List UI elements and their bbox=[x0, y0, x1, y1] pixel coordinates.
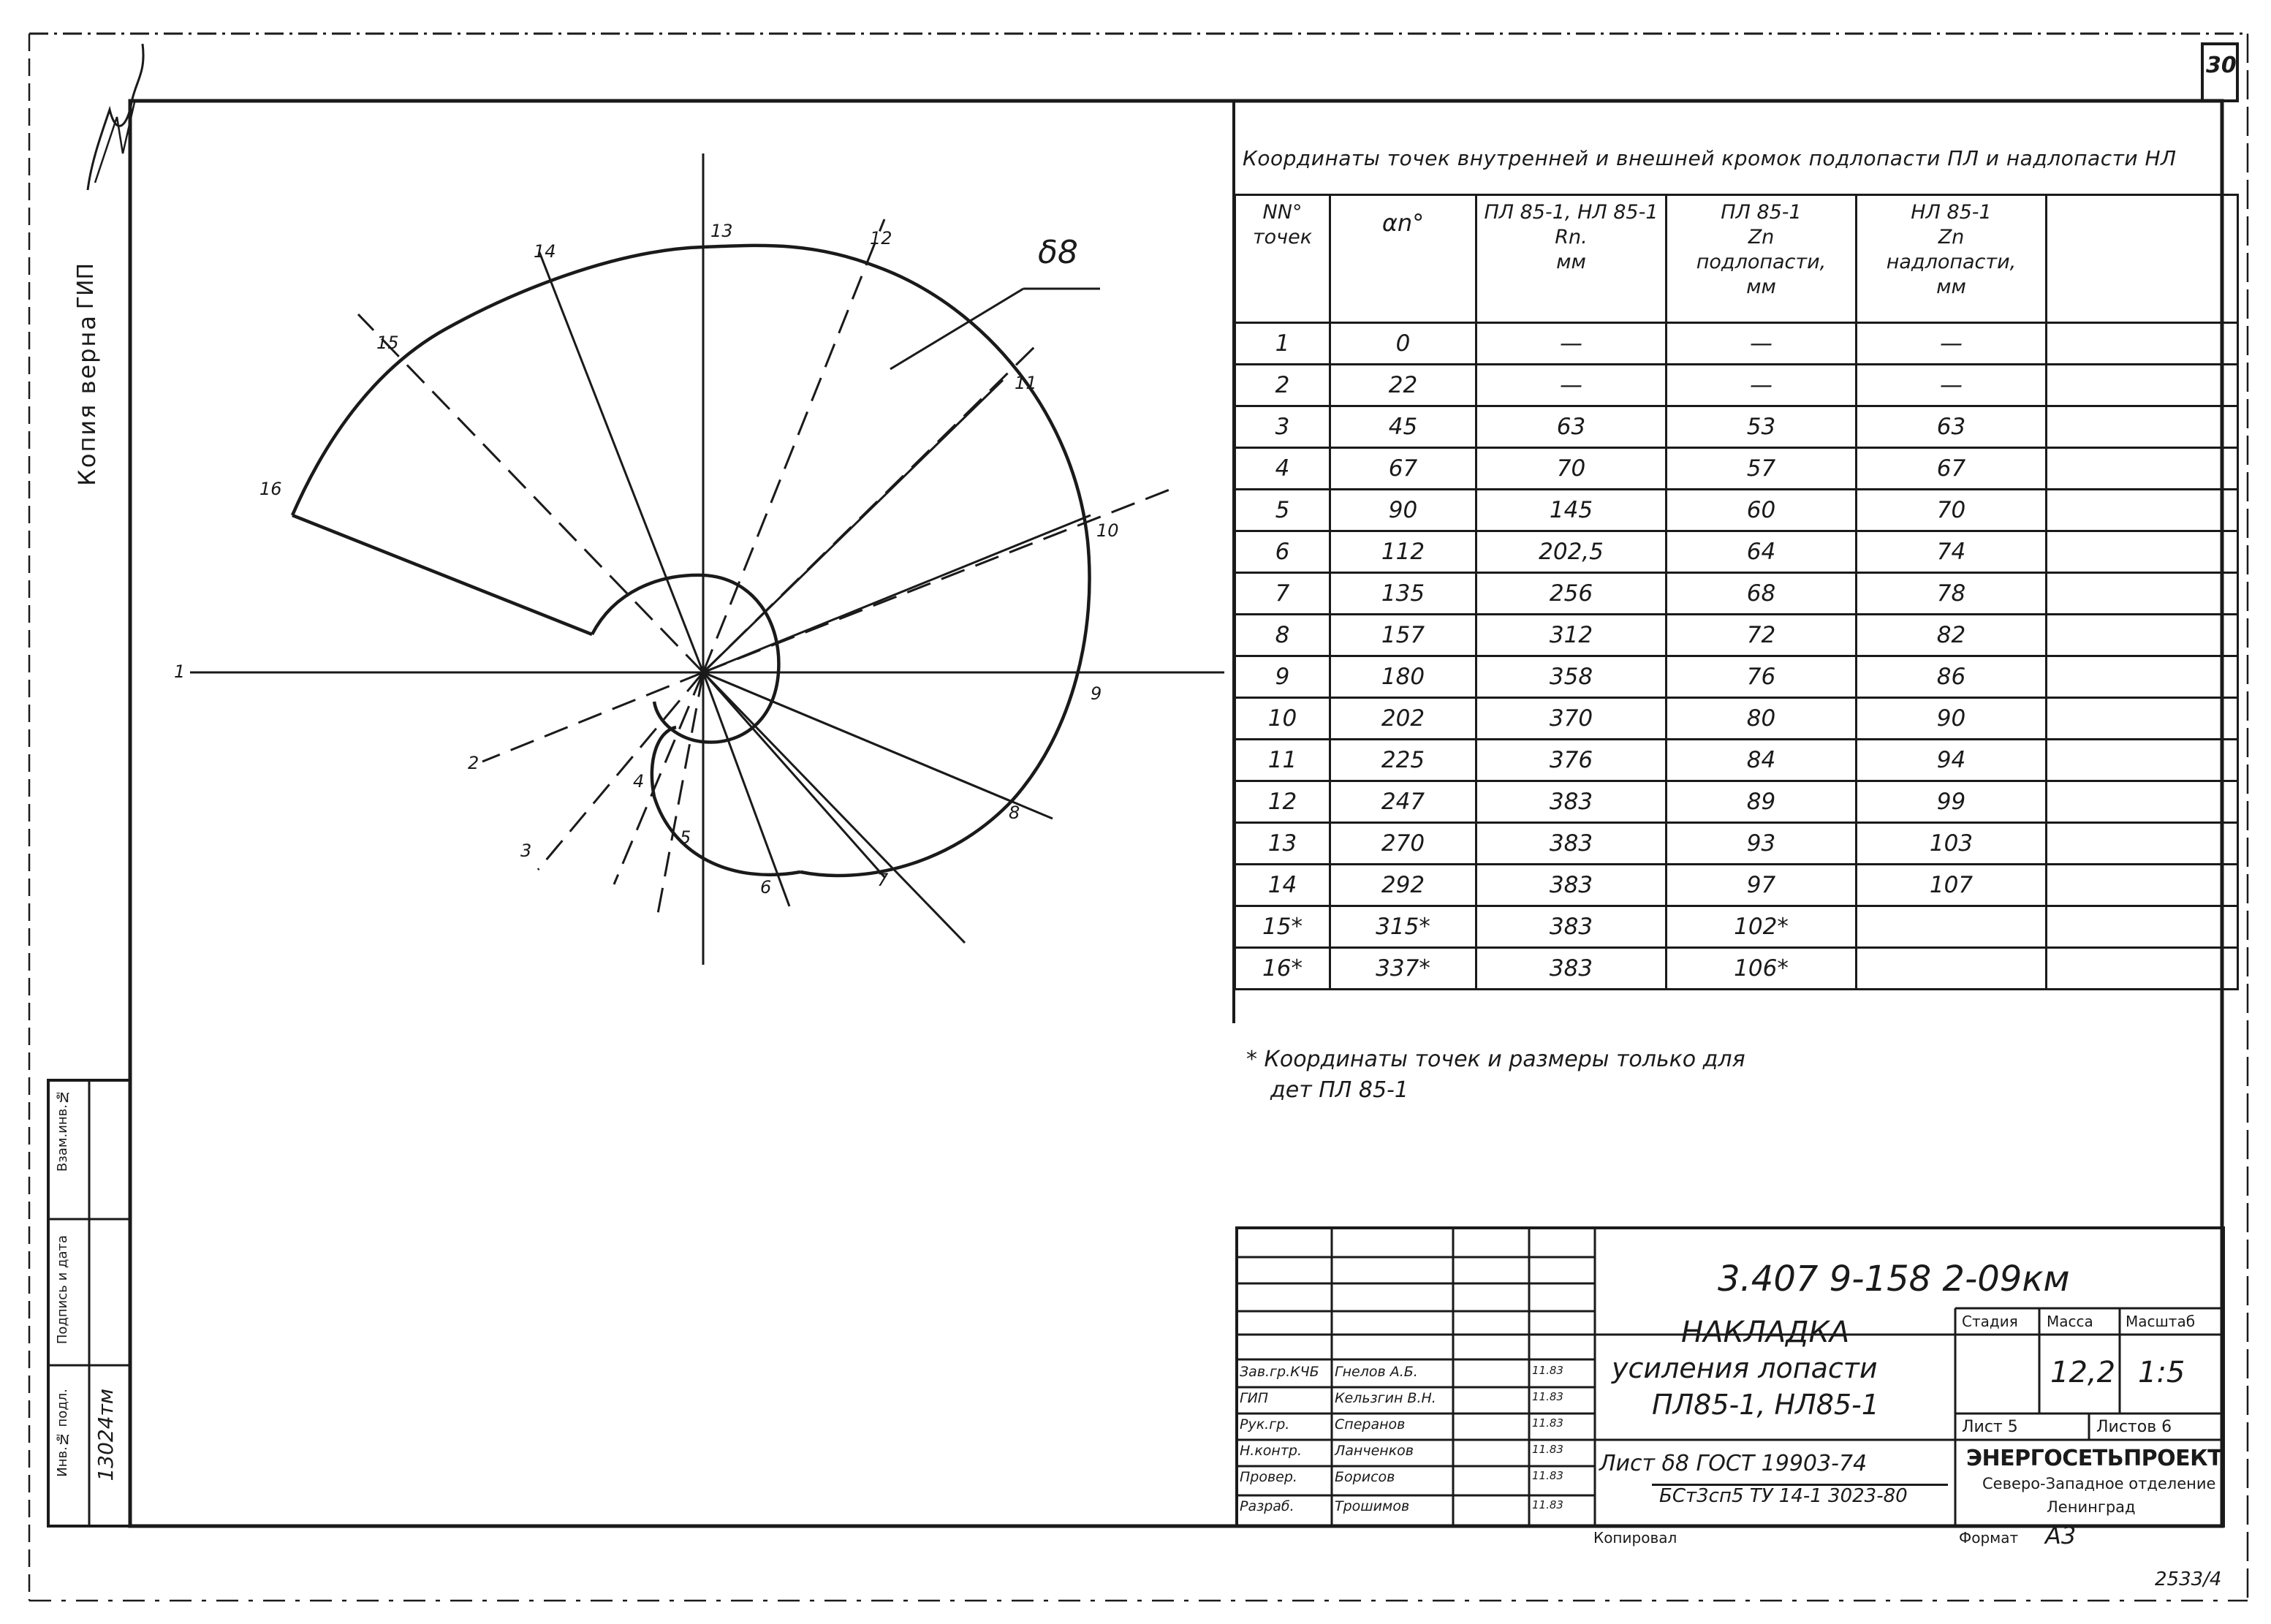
material-thickness-label: δ8 bbox=[1038, 234, 1078, 271]
cell-z-over bbox=[1857, 948, 2047, 990]
point-label-9: 9 bbox=[1091, 683, 1102, 704]
cell-z-sub: 106* bbox=[1667, 948, 1857, 990]
table-row bbox=[1235, 906, 2238, 948]
cell-alpha: 225 bbox=[1330, 740, 1476, 781]
cell-z-sub: 89 bbox=[1667, 781, 1857, 823]
point-label-10: 10 bbox=[1096, 520, 1119, 541]
cell-z-sub: 97 bbox=[1667, 865, 1857, 906]
cell-empty bbox=[2047, 448, 2238, 490]
organization-branch: Северо-Западное отделение bbox=[1982, 1475, 2216, 1492]
person-role: Провер. bbox=[1240, 1469, 1297, 1485]
point-label-6: 6 bbox=[760, 877, 772, 898]
cell-z-sub: — bbox=[1667, 323, 1857, 365]
person-name: Борисов bbox=[1335, 1469, 1395, 1485]
cell-z-over: 90 bbox=[1857, 698, 2047, 740]
coordinates-table bbox=[1234, 194, 2239, 990]
cell-alpha: 337* bbox=[1330, 948, 1476, 990]
person-name: Ланченков bbox=[1335, 1443, 1414, 1459]
person-role: Н.контр. bbox=[1240, 1443, 1303, 1459]
cell-alpha: 157 bbox=[1330, 615, 1476, 656]
cell-empty bbox=[2047, 615, 2238, 656]
copied-label: Копировал bbox=[1593, 1529, 1677, 1547]
cell-empty bbox=[2047, 865, 2238, 906]
cell-alpha: 202 bbox=[1330, 698, 1476, 740]
table-row bbox=[1235, 698, 2238, 740]
cell-empty bbox=[2047, 573, 2238, 615]
cell-n: 1 bbox=[1235, 323, 1330, 365]
cell-z-sub: 102* bbox=[1667, 906, 1857, 948]
mass-value: 12,2 bbox=[2050, 1356, 2116, 1389]
person-role: Рук.гр. bbox=[1240, 1416, 1290, 1433]
cell-alpha: 247 bbox=[1330, 781, 1476, 823]
point-label-12: 12 bbox=[870, 228, 892, 248]
cell-r: 370 bbox=[1476, 698, 1667, 740]
cell-z-sub: 60 bbox=[1667, 490, 1857, 531]
table-footnote-line1: * Координаты точек и размеры только для bbox=[1246, 1047, 1745, 1072]
format-value: А3 bbox=[2045, 1522, 2077, 1549]
header-z-sub: ПЛ 85-1 Zn подлопасти, мм bbox=[1667, 195, 1857, 323]
point-label-3: 3 bbox=[520, 841, 532, 861]
cell-z-over: 86 bbox=[1857, 656, 2047, 698]
table-row bbox=[1235, 740, 2238, 781]
point-label-16: 16 bbox=[259, 479, 282, 499]
cell-empty bbox=[2047, 490, 2238, 531]
cell-r: 63 bbox=[1476, 406, 1667, 448]
sheet-label: Лист 5 bbox=[1962, 1418, 2018, 1436]
point-label-14: 14 bbox=[534, 241, 556, 262]
cell-r: 383 bbox=[1476, 865, 1667, 906]
cell-z-over: 78 bbox=[1857, 573, 2047, 615]
cell-z-sub: 53 bbox=[1667, 406, 1857, 448]
point-label-13: 13 bbox=[710, 221, 733, 241]
table-row bbox=[1235, 406, 2238, 448]
point-label-5: 5 bbox=[680, 827, 691, 848]
person-role: ГИП bbox=[1240, 1390, 1269, 1406]
person-date: 11.83 bbox=[1532, 1469, 1563, 1482]
cell-r: 202,5 bbox=[1476, 531, 1667, 573]
organization-name: ЭНЕРГОСЕТЬПРОЕКТ bbox=[1966, 1446, 2223, 1471]
cell-z-sub: 80 bbox=[1667, 698, 1857, 740]
table-footnote-line2: дет ПЛ 85-1 bbox=[1270, 1077, 1409, 1103]
cell-empty bbox=[2047, 781, 2238, 823]
person-name: Трошимов bbox=[1335, 1498, 1410, 1514]
cell-n: 12 bbox=[1235, 781, 1330, 823]
cell-r: 383 bbox=[1476, 906, 1667, 948]
cell-z-over bbox=[1857, 906, 2047, 948]
scale-header: Масштаб bbox=[2126, 1313, 2196, 1330]
cell-empty bbox=[2047, 740, 2238, 781]
format-label: Формат bbox=[1959, 1529, 2019, 1547]
table-row bbox=[1235, 531, 2238, 573]
person-date: 11.83 bbox=[1532, 1390, 1563, 1403]
cell-n: 14 bbox=[1235, 865, 1330, 906]
cell-r: 376 bbox=[1476, 740, 1667, 781]
cell-r: — bbox=[1476, 365, 1667, 406]
cell-z-over: 103 bbox=[1857, 823, 2047, 865]
header-radius: ПЛ 85-1, НЛ 85-1 Rn. мм bbox=[1476, 195, 1667, 323]
material-line2: БСт3сп5 ТУ 14-1 3023-80 bbox=[1659, 1485, 1908, 1507]
cell-empty bbox=[2047, 823, 2238, 865]
cell-r: 383 bbox=[1476, 823, 1667, 865]
cell-empty bbox=[2047, 656, 2238, 698]
stamp-replace-inv: Взам.инв.№ bbox=[55, 1089, 70, 1172]
person-name: Кельзгин В.Н. bbox=[1335, 1390, 1436, 1406]
cell-empty bbox=[2047, 323, 2238, 365]
cell-n: 6 bbox=[1235, 531, 1330, 573]
person-date: 11.83 bbox=[1532, 1498, 1563, 1511]
person-date: 11.83 bbox=[1532, 1443, 1563, 1456]
cell-r: — bbox=[1476, 323, 1667, 365]
cell-r: 383 bbox=[1476, 781, 1667, 823]
cell-z-over: 99 bbox=[1857, 781, 2047, 823]
gip-label: ГИП bbox=[73, 263, 99, 310]
cell-n: 10 bbox=[1235, 698, 1330, 740]
person-name: Гнелов А.Б. bbox=[1335, 1364, 1418, 1380]
cell-z-sub: 72 bbox=[1667, 615, 1857, 656]
header-point-no: NN° точек bbox=[1235, 195, 1330, 323]
cell-n: 11 bbox=[1235, 740, 1330, 781]
cell-z-over: 82 bbox=[1857, 615, 2047, 656]
table-header-row bbox=[1235, 195, 2238, 323]
table-row bbox=[1235, 323, 2238, 365]
table-row bbox=[1235, 656, 2238, 698]
sheet-corner-number: 30 bbox=[2206, 53, 2237, 78]
cell-z-over: 70 bbox=[1857, 490, 2047, 531]
cell-alpha: 90 bbox=[1330, 490, 1476, 531]
cell-r: 145 bbox=[1476, 490, 1667, 531]
cell-alpha: 45 bbox=[1330, 406, 1476, 448]
cell-z-sub: 84 bbox=[1667, 740, 1857, 781]
cell-z-sub: 76 bbox=[1667, 656, 1857, 698]
stamp-original-inv-value: 13024тм bbox=[94, 1389, 118, 1481]
cell-z-over: 63 bbox=[1857, 406, 2047, 448]
cell-z-sub: 68 bbox=[1667, 573, 1857, 615]
part-name-line1: НАКЛАДКА bbox=[1681, 1316, 1850, 1349]
cell-alpha: 67 bbox=[1330, 448, 1476, 490]
cell-z-over: — bbox=[1857, 365, 2047, 406]
point-label-1: 1 bbox=[174, 661, 186, 682]
cell-z-sub: 64 bbox=[1667, 531, 1857, 573]
cell-z-over: 107 bbox=[1857, 865, 2047, 906]
point-label-11: 11 bbox=[1015, 373, 1037, 393]
person-date: 11.83 bbox=[1532, 1416, 1563, 1430]
table-row bbox=[1235, 865, 2238, 906]
material-fraction-line bbox=[1652, 1484, 1948, 1486]
cell-empty bbox=[2047, 406, 2238, 448]
header-alpha: αn° bbox=[1330, 195, 1476, 323]
bottom-number: 2533/4 bbox=[2155, 1568, 2222, 1590]
table-row bbox=[1235, 823, 2238, 865]
organization-city: Ленинград bbox=[2047, 1498, 2136, 1516]
point-label-8: 8 bbox=[1009, 802, 1020, 823]
cell-z-sub: 93 bbox=[1667, 823, 1857, 865]
cell-n: 9 bbox=[1235, 656, 1330, 698]
part-name-line3: ПЛ85-1, НЛ85-1 bbox=[1652, 1389, 1879, 1421]
cell-alpha: 22 bbox=[1330, 365, 1476, 406]
part-name-line2: усиления лопасти bbox=[1612, 1352, 1878, 1384]
cell-empty bbox=[2047, 948, 2238, 990]
table-row bbox=[1235, 448, 2238, 490]
cell-n: 7 bbox=[1235, 573, 1330, 615]
table-title: Координаты точек внутренней и внешней кромок подлопасти ПЛ и надлопасти НЛ bbox=[1243, 146, 2177, 170]
cell-alpha: 112 bbox=[1330, 531, 1476, 573]
cell-n: 15* bbox=[1235, 906, 1330, 948]
point-label-15: 15 bbox=[376, 333, 399, 353]
document-code: 3.407 9-158 2-09км bbox=[1718, 1259, 2070, 1299]
table-row bbox=[1235, 573, 2238, 615]
cell-empty bbox=[2047, 365, 2238, 406]
cell-r: 70 bbox=[1476, 448, 1667, 490]
scale-value: 1:5 bbox=[2138, 1356, 2185, 1389]
person-role: Зав.гр.КЧБ bbox=[1240, 1364, 1319, 1380]
cell-alpha: 180 bbox=[1330, 656, 1476, 698]
cell-alpha: 315* bbox=[1330, 906, 1476, 948]
cell-z-over: 94 bbox=[1857, 740, 2047, 781]
cell-n: 8 bbox=[1235, 615, 1330, 656]
cell-alpha: 0 bbox=[1330, 323, 1476, 365]
mass-header: Масса bbox=[2047, 1313, 2093, 1330]
table-row bbox=[1235, 490, 2238, 531]
cell-alpha: 270 bbox=[1330, 823, 1476, 865]
cell-r: 358 bbox=[1476, 656, 1667, 698]
point-label-2: 2 bbox=[468, 753, 479, 773]
cell-n: 2 bbox=[1235, 365, 1330, 406]
person-name: Сперанов bbox=[1335, 1416, 1406, 1433]
table-row bbox=[1235, 365, 2238, 406]
header-empty bbox=[2047, 195, 2238, 323]
cell-empty bbox=[2047, 906, 2238, 948]
point-label-7: 7 bbox=[877, 870, 889, 890]
cell-n: 13 bbox=[1235, 823, 1330, 865]
cell-empty bbox=[2047, 698, 2238, 740]
cell-empty bbox=[2047, 531, 2238, 573]
cell-z-over: — bbox=[1857, 323, 2047, 365]
person-date: 11.83 bbox=[1532, 1364, 1563, 1377]
cell-n: 4 bbox=[1235, 448, 1330, 490]
table-row bbox=[1235, 615, 2238, 656]
stamp-signature-date: Подпись и дата bbox=[55, 1235, 70, 1345]
cell-alpha: 292 bbox=[1330, 865, 1476, 906]
point-label-4: 4 bbox=[633, 771, 645, 792]
stamp-original-inv: Инв.№ подл. bbox=[55, 1389, 70, 1477]
table-row bbox=[1235, 781, 2238, 823]
material-line1: Лист δ8 ГОСТ 19903-74 bbox=[1599, 1451, 1868, 1476]
cell-z-sub: 57 bbox=[1667, 448, 1857, 490]
cell-n: 16* bbox=[1235, 948, 1330, 990]
cell-z-over: 74 bbox=[1857, 531, 2047, 573]
cell-n: 3 bbox=[1235, 406, 1330, 448]
cell-r: 312 bbox=[1476, 615, 1667, 656]
cell-r: 383 bbox=[1476, 948, 1667, 990]
sheets-label: Листов 6 bbox=[2096, 1418, 2172, 1436]
stage-header: Стадия bbox=[1962, 1313, 2018, 1330]
cell-r: 256 bbox=[1476, 573, 1667, 615]
cell-n: 5 bbox=[1235, 490, 1330, 531]
cell-z-sub: — bbox=[1667, 365, 1857, 406]
person-role: Разраб. bbox=[1240, 1498, 1294, 1514]
cell-z-over: 67 bbox=[1857, 448, 2047, 490]
cell-alpha: 135 bbox=[1330, 573, 1476, 615]
table-row bbox=[1235, 948, 2238, 990]
copy-verified-label: Копия верна bbox=[73, 314, 101, 486]
header-z-over: НЛ 85-1 Zn надлопасти, мм bbox=[1857, 195, 2047, 323]
